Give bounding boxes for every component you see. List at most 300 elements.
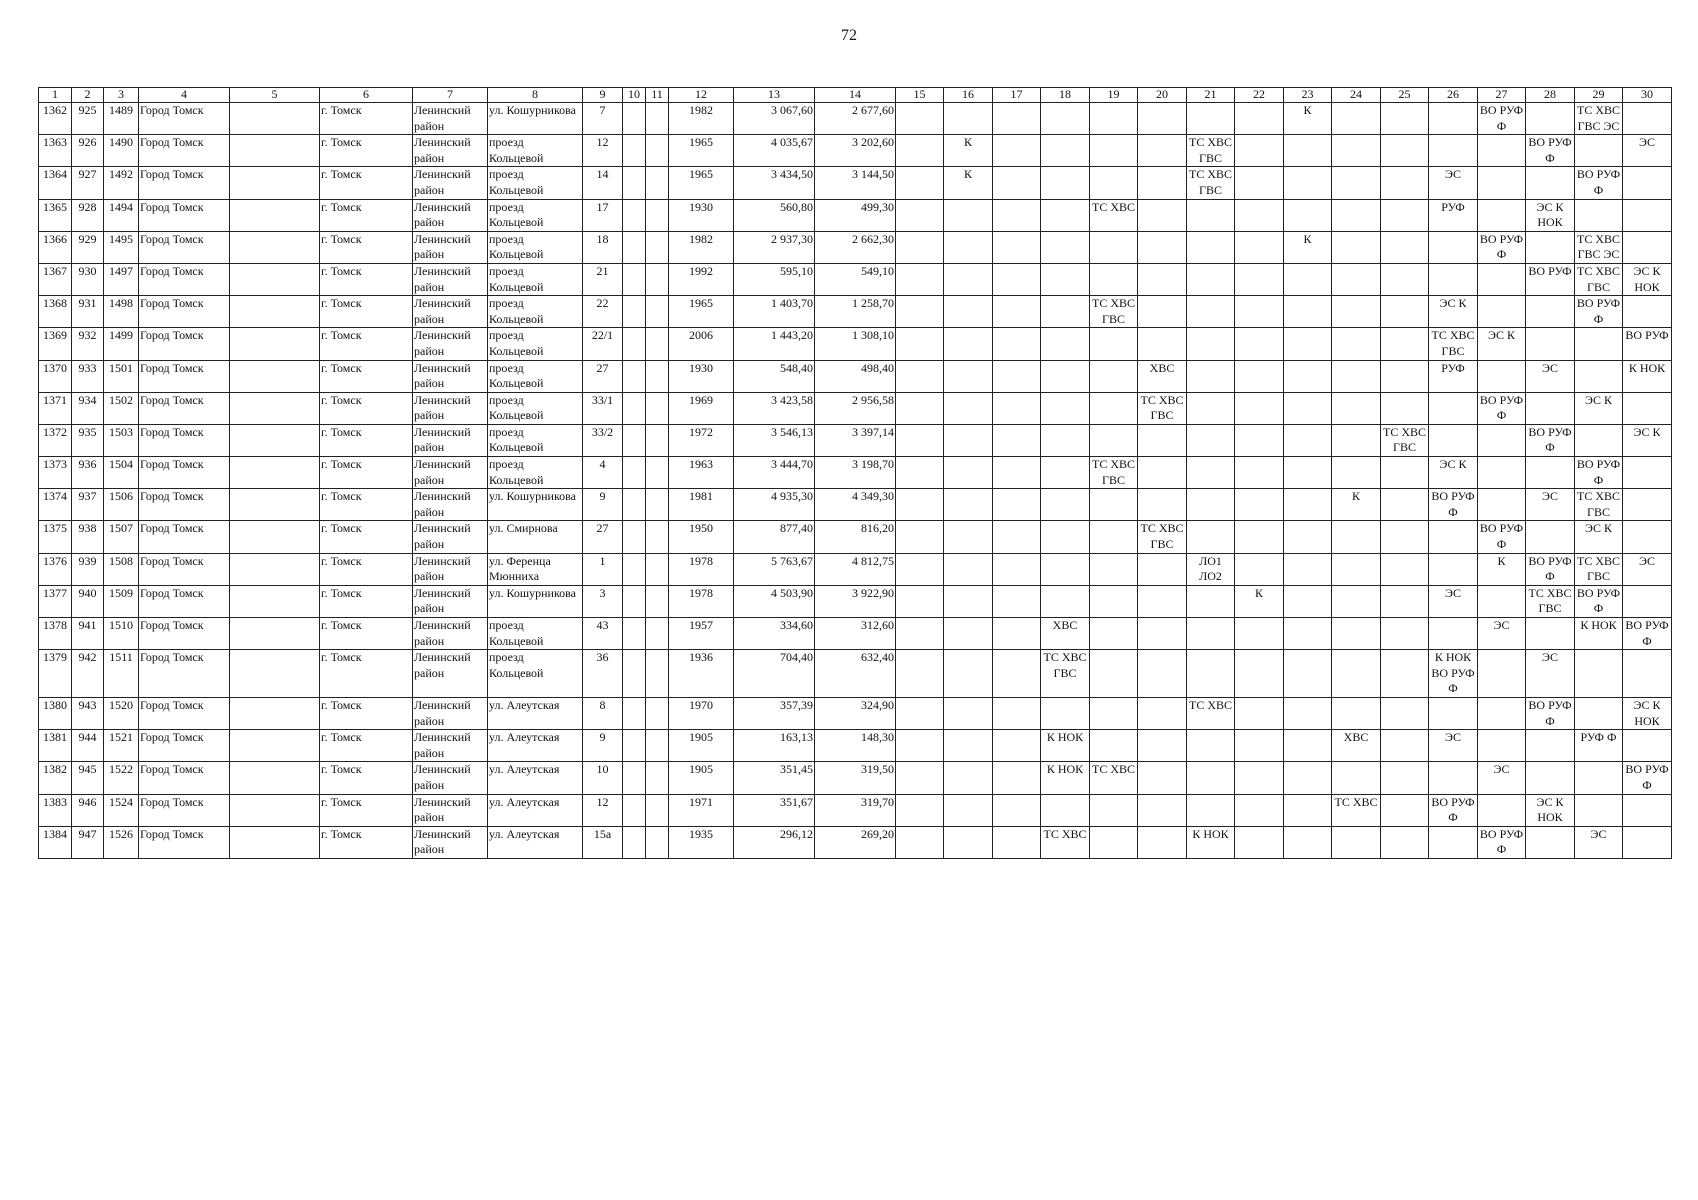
cell-col-19	[1090, 650, 1138, 698]
cell-col-2: 937	[72, 489, 104, 521]
cell-col-20	[1138, 135, 1187, 167]
cell-col-6: г. Томск	[320, 231, 413, 263]
cell-col-10	[623, 199, 646, 231]
cell-col-9: 9	[583, 730, 623, 762]
cell-col-19	[1090, 392, 1138, 424]
cell-col-27	[1478, 424, 1526, 456]
cell-col-11	[646, 826, 669, 858]
table-row	[39, 103, 1672, 135]
cell-col-7: Ленинский район	[413, 697, 488, 729]
cell-col-2: 940	[72, 585, 104, 617]
cell-col-15	[896, 585, 944, 617]
cell-col-20	[1138, 103, 1187, 135]
cell-col-24	[1332, 296, 1381, 328]
cell-col-21	[1187, 521, 1235, 553]
cell-col-7: Ленинский район	[413, 618, 488, 650]
cell-col-26: ЭС	[1429, 730, 1478, 762]
table-row	[39, 521, 1672, 553]
cell-col-22	[1235, 457, 1284, 489]
cell-col-28	[1526, 521, 1575, 553]
cell-col-30	[1623, 392, 1672, 424]
cell-col-24: ХВС	[1332, 730, 1381, 762]
cell-col-29: ВО РУФ Ф	[1575, 167, 1623, 199]
cell-col-26: РУФ	[1429, 199, 1478, 231]
cell-col-4: Город Томск	[139, 618, 230, 650]
cell-col-11	[646, 424, 669, 456]
cell-col-20	[1138, 231, 1187, 263]
cell-col-20	[1138, 457, 1187, 489]
cell-col-19: ТС ХВС	[1090, 762, 1138, 794]
cell-col-1: 1376	[39, 553, 72, 585]
cell-col-28: ЭС	[1526, 650, 1575, 698]
cell-col-29: К НОК	[1575, 618, 1623, 650]
cell-col-26	[1429, 697, 1478, 729]
cell-col-3: 1520	[104, 697, 139, 729]
cell-col-6: г. Томск	[320, 199, 413, 231]
column-header-15: 15	[896, 88, 944, 103]
cell-col-22	[1235, 730, 1284, 762]
cell-col-12: 1963	[669, 457, 734, 489]
cell-col-7: Ленинский район	[413, 103, 488, 135]
cell-col-13: 351,67	[734, 794, 815, 826]
column-header-23: 23	[1284, 88, 1332, 103]
cell-col-15	[896, 392, 944, 424]
cell-col-13: 560,80	[734, 199, 815, 231]
cell-col-12: 1965	[669, 135, 734, 167]
cell-col-14: 816,20	[815, 521, 896, 553]
cell-col-14: 3 198,70	[815, 457, 896, 489]
cell-col-18: К НОК	[1041, 730, 1090, 762]
cell-col-11	[646, 585, 669, 617]
cell-col-27: ЭС	[1478, 618, 1526, 650]
column-header-30: 30	[1623, 88, 1672, 103]
cell-col-4: Город Томск	[139, 328, 230, 360]
cell-col-23	[1284, 296, 1332, 328]
cell-col-15	[896, 730, 944, 762]
table-row	[39, 585, 1672, 617]
cell-col-23	[1284, 794, 1332, 826]
cell-col-28: ТС ХВС ГВС	[1526, 585, 1575, 617]
cell-col-9: 33/1	[583, 392, 623, 424]
cell-col-24	[1332, 585, 1381, 617]
cell-col-21: ЛО1 ЛО2	[1187, 553, 1235, 585]
cell-col-25	[1381, 730, 1429, 762]
cell-col-5	[230, 489, 320, 521]
cell-col-3: 1508	[104, 553, 139, 585]
table-row	[39, 296, 1672, 328]
cell-col-4: Город Томск	[139, 697, 230, 729]
cell-col-25	[1381, 826, 1429, 858]
cell-col-25	[1381, 457, 1429, 489]
cell-col-23	[1284, 826, 1332, 858]
cell-col-5	[230, 167, 320, 199]
cell-col-19	[1090, 826, 1138, 858]
cell-col-5	[230, 730, 320, 762]
cell-col-7: Ленинский район	[413, 296, 488, 328]
cell-col-22	[1235, 697, 1284, 729]
cell-col-3: 1521	[104, 730, 139, 762]
cell-col-29	[1575, 199, 1623, 231]
cell-col-26: ЭС К	[1429, 296, 1478, 328]
cell-col-29	[1575, 328, 1623, 360]
cell-col-17	[993, 697, 1041, 729]
cell-col-1: 1382	[39, 762, 72, 794]
cell-col-15	[896, 135, 944, 167]
cell-col-4: Город Томск	[139, 263, 230, 295]
cell-col-18	[1041, 231, 1090, 263]
cell-col-7: Ленинский район	[413, 199, 488, 231]
cell-col-12: 1930	[669, 199, 734, 231]
cell-col-19	[1090, 489, 1138, 521]
cell-col-1: 1373	[39, 457, 72, 489]
cell-col-13: 4 935,30	[734, 489, 815, 521]
cell-col-20	[1138, 553, 1187, 585]
cell-col-10	[623, 328, 646, 360]
cell-col-16: К	[944, 135, 993, 167]
cell-col-26	[1429, 263, 1478, 295]
cell-col-18: ХВС	[1041, 618, 1090, 650]
cell-col-28: ВО РУФ	[1526, 263, 1575, 295]
cell-col-25	[1381, 489, 1429, 521]
cell-col-29	[1575, 794, 1623, 826]
cell-col-22	[1235, 650, 1284, 698]
cell-col-7: Ленинский район	[413, 650, 488, 698]
cell-col-23	[1284, 730, 1332, 762]
column-header-19: 19	[1090, 88, 1138, 103]
cell-col-28	[1526, 103, 1575, 135]
cell-col-11	[646, 521, 669, 553]
cell-col-2: 934	[72, 392, 104, 424]
cell-col-25	[1381, 521, 1429, 553]
cell-col-25	[1381, 392, 1429, 424]
cell-col-23	[1284, 263, 1332, 295]
cell-col-14: 3 144,50	[815, 167, 896, 199]
cell-col-15	[896, 762, 944, 794]
cell-col-3: 1495	[104, 231, 139, 263]
cell-col-17	[993, 328, 1041, 360]
cell-col-1: 1381	[39, 730, 72, 762]
cell-col-4: Город Томск	[139, 231, 230, 263]
cell-col-7: Ленинский район	[413, 263, 488, 295]
cell-col-24	[1332, 103, 1381, 135]
cell-col-23	[1284, 697, 1332, 729]
cell-col-29: ЭС	[1575, 826, 1623, 858]
cell-col-12: 1981	[669, 489, 734, 521]
column-header-6: 6	[320, 88, 413, 103]
cell-col-27	[1478, 360, 1526, 392]
cell-col-26	[1429, 392, 1478, 424]
cell-col-29: РУФ Ф	[1575, 730, 1623, 762]
cell-col-29: ТС ХВС ГВС	[1575, 263, 1623, 295]
cell-col-23	[1284, 167, 1332, 199]
cell-col-16	[944, 263, 993, 295]
cell-col-8: проезд Кольцевой	[488, 296, 583, 328]
cell-col-16	[944, 826, 993, 858]
cell-col-19	[1090, 521, 1138, 553]
cell-col-23: К	[1284, 103, 1332, 135]
cell-col-16	[944, 650, 993, 698]
cell-col-6: г. Томск	[320, 650, 413, 698]
cell-col-8: проезд Кольцевой	[488, 618, 583, 650]
cell-col-10	[623, 650, 646, 698]
cell-col-4: Город Томск	[139, 794, 230, 826]
cell-col-19	[1090, 794, 1138, 826]
cell-col-11	[646, 730, 669, 762]
cell-col-2: 939	[72, 553, 104, 585]
cell-col-28	[1526, 826, 1575, 858]
cell-col-1: 1375	[39, 521, 72, 553]
cell-col-10	[623, 360, 646, 392]
cell-col-30	[1623, 730, 1672, 762]
cell-col-24	[1332, 762, 1381, 794]
cell-col-7: Ленинский район	[413, 360, 488, 392]
cell-col-10	[623, 103, 646, 135]
cell-col-19: ТС ХВС ГВС	[1090, 457, 1138, 489]
cell-col-10	[623, 826, 646, 858]
table-row	[39, 263, 1672, 295]
cell-col-20	[1138, 697, 1187, 729]
cell-col-25	[1381, 794, 1429, 826]
cell-col-17	[993, 103, 1041, 135]
cell-col-12: 1982	[669, 231, 734, 263]
cell-col-18	[1041, 424, 1090, 456]
cell-col-26	[1429, 103, 1478, 135]
cell-col-13: 3 423,58	[734, 392, 815, 424]
cell-col-5	[230, 135, 320, 167]
cell-col-22	[1235, 360, 1284, 392]
cell-col-8: ул. Алеутская	[488, 826, 583, 858]
cell-col-20: ТС ХВС ГВС	[1138, 521, 1187, 553]
cell-col-27: ВО РУФ Ф	[1478, 826, 1526, 858]
cell-col-18	[1041, 199, 1090, 231]
cell-col-23	[1284, 762, 1332, 794]
cell-col-11	[646, 618, 669, 650]
cell-col-13: 4 503,90	[734, 585, 815, 617]
cell-col-15	[896, 263, 944, 295]
cell-col-2: 946	[72, 794, 104, 826]
cell-col-3: 1494	[104, 199, 139, 231]
cell-col-7: Ленинский район	[413, 135, 488, 167]
cell-col-12: 1905	[669, 730, 734, 762]
cell-col-27: ВО РУФ Ф	[1478, 521, 1526, 553]
cell-col-22	[1235, 103, 1284, 135]
cell-col-26	[1429, 553, 1478, 585]
cell-col-26	[1429, 618, 1478, 650]
cell-col-15	[896, 650, 944, 698]
cell-col-2: 944	[72, 730, 104, 762]
cell-col-19	[1090, 231, 1138, 263]
cell-col-14: 4 349,30	[815, 489, 896, 521]
cell-col-3: 1509	[104, 585, 139, 617]
cell-col-20	[1138, 585, 1187, 617]
cell-col-25	[1381, 650, 1429, 698]
cell-col-6: г. Томск	[320, 457, 413, 489]
registry-body	[39, 103, 1672, 859]
cell-col-20	[1138, 296, 1187, 328]
cell-col-7: Ленинский район	[413, 794, 488, 826]
cell-col-11	[646, 457, 669, 489]
cell-col-2: 927	[72, 167, 104, 199]
cell-col-21	[1187, 585, 1235, 617]
cell-col-1: 1370	[39, 360, 72, 392]
cell-col-16	[944, 521, 993, 553]
cell-col-12: 1992	[669, 263, 734, 295]
cell-col-7: Ленинский район	[413, 553, 488, 585]
cell-col-30: ВО РУФ	[1623, 328, 1672, 360]
cell-col-11	[646, 697, 669, 729]
cell-col-3: 1489	[104, 103, 139, 135]
cell-col-30	[1623, 103, 1672, 135]
cell-col-9: 9	[583, 489, 623, 521]
cell-col-21	[1187, 392, 1235, 424]
cell-col-4: Город Томск	[139, 424, 230, 456]
cell-col-22	[1235, 296, 1284, 328]
cell-col-6: г. Томск	[320, 794, 413, 826]
cell-col-8: проезд Кольцевой	[488, 167, 583, 199]
cell-col-19: ТС ХВС	[1090, 199, 1138, 231]
cell-col-30	[1623, 585, 1672, 617]
cell-col-30: ЭС К НОК	[1623, 697, 1672, 729]
column-header-4: 4	[139, 88, 230, 103]
cell-col-16: К	[944, 167, 993, 199]
cell-col-24	[1332, 424, 1381, 456]
cell-col-4: Город Томск	[139, 103, 230, 135]
cell-col-15	[896, 794, 944, 826]
cell-col-22	[1235, 167, 1284, 199]
cell-col-19	[1090, 424, 1138, 456]
cell-col-13: 595,10	[734, 263, 815, 295]
cell-col-3: 1511	[104, 650, 139, 698]
cell-col-13: 548,40	[734, 360, 815, 392]
header-row	[39, 88, 1672, 103]
cell-col-5	[230, 521, 320, 553]
cell-col-24	[1332, 826, 1381, 858]
cell-col-2: 935	[72, 424, 104, 456]
cell-col-20	[1138, 618, 1187, 650]
cell-col-21	[1187, 618, 1235, 650]
cell-col-21	[1187, 263, 1235, 295]
cell-col-13: 296,12	[734, 826, 815, 858]
cell-col-3: 1499	[104, 328, 139, 360]
cell-col-5	[230, 585, 320, 617]
cell-col-12: 1965	[669, 296, 734, 328]
table-row	[39, 231, 1672, 263]
cell-col-7: Ленинский район	[413, 457, 488, 489]
column-header-11: 11	[646, 88, 669, 103]
cell-col-10	[623, 730, 646, 762]
column-header-17: 17	[993, 88, 1041, 103]
cell-col-18	[1041, 457, 1090, 489]
cell-col-24	[1332, 167, 1381, 199]
cell-col-15	[896, 618, 944, 650]
cell-col-13: 5 763,67	[734, 553, 815, 585]
cell-col-3: 1522	[104, 762, 139, 794]
cell-col-4: Город Томск	[139, 762, 230, 794]
cell-col-6: г. Томск	[320, 392, 413, 424]
cell-col-2: 925	[72, 103, 104, 135]
cell-col-19	[1090, 263, 1138, 295]
cell-col-1: 1368	[39, 296, 72, 328]
cell-col-4: Город Томск	[139, 489, 230, 521]
cell-col-23	[1284, 135, 1332, 167]
cell-col-16	[944, 231, 993, 263]
cell-col-17	[993, 618, 1041, 650]
cell-col-14: 1 258,70	[815, 296, 896, 328]
cell-col-8: ул. Алеутская	[488, 697, 583, 729]
cell-col-27	[1478, 457, 1526, 489]
cell-col-5	[230, 553, 320, 585]
cell-col-18	[1041, 167, 1090, 199]
cell-col-5	[230, 697, 320, 729]
cell-col-10	[623, 697, 646, 729]
cell-col-9: 18	[583, 231, 623, 263]
cell-col-14: 269,20	[815, 826, 896, 858]
cell-col-2: 947	[72, 826, 104, 858]
cell-col-15	[896, 199, 944, 231]
cell-col-5	[230, 650, 320, 698]
cell-col-18: ТС ХВС	[1041, 826, 1090, 858]
cell-col-17	[993, 521, 1041, 553]
cell-col-22	[1235, 762, 1284, 794]
cell-col-6: г. Томск	[320, 585, 413, 617]
cell-col-6: г. Томск	[320, 489, 413, 521]
column-header-26: 26	[1429, 88, 1478, 103]
cell-col-10	[623, 521, 646, 553]
cell-col-30: ВО РУФ Ф	[1623, 618, 1672, 650]
table-row	[39, 618, 1672, 650]
cell-col-26: ВО РУФ Ф	[1429, 489, 1478, 521]
cell-col-16	[944, 489, 993, 521]
cell-col-28: ЭС К НОК	[1526, 794, 1575, 826]
cell-col-24	[1332, 650, 1381, 698]
cell-col-22	[1235, 826, 1284, 858]
cell-col-3: 1492	[104, 167, 139, 199]
cell-col-6: г. Томск	[320, 296, 413, 328]
cell-col-4: Город Томск	[139, 521, 230, 553]
cell-col-11	[646, 762, 669, 794]
cell-col-8: проезд Кольцевой	[488, 457, 583, 489]
cell-col-26: ЭС	[1429, 585, 1478, 617]
cell-col-13: 877,40	[734, 521, 815, 553]
cell-col-7: Ленинский район	[413, 328, 488, 360]
cell-col-27: ВО РУФ Ф	[1478, 392, 1526, 424]
cell-col-25	[1381, 103, 1429, 135]
cell-col-6: г. Томск	[320, 730, 413, 762]
cell-col-13: 1 403,70	[734, 296, 815, 328]
column-header-28: 28	[1526, 88, 1575, 103]
cell-col-15	[896, 296, 944, 328]
cell-col-7: Ленинский район	[413, 826, 488, 858]
cell-col-25	[1381, 585, 1429, 617]
cell-col-13: 1 443,20	[734, 328, 815, 360]
cell-col-15	[896, 424, 944, 456]
cell-col-29: ТС ХВС ГВС	[1575, 553, 1623, 585]
cell-col-13: 2 937,30	[734, 231, 815, 263]
cell-col-18	[1041, 553, 1090, 585]
column-header-10: 10	[623, 88, 646, 103]
cell-col-5	[230, 199, 320, 231]
cell-col-14: 3 922,90	[815, 585, 896, 617]
cell-col-9: 1	[583, 553, 623, 585]
cell-col-7: Ленинский район	[413, 231, 488, 263]
cell-col-28: ЭС К НОК	[1526, 199, 1575, 231]
cell-col-4: Город Томск	[139, 296, 230, 328]
cell-col-22: К	[1235, 585, 1284, 617]
cell-col-3: 1504	[104, 457, 139, 489]
cell-col-8: ул. Алеутская	[488, 730, 583, 762]
cell-col-22	[1235, 794, 1284, 826]
cell-col-24	[1332, 328, 1381, 360]
